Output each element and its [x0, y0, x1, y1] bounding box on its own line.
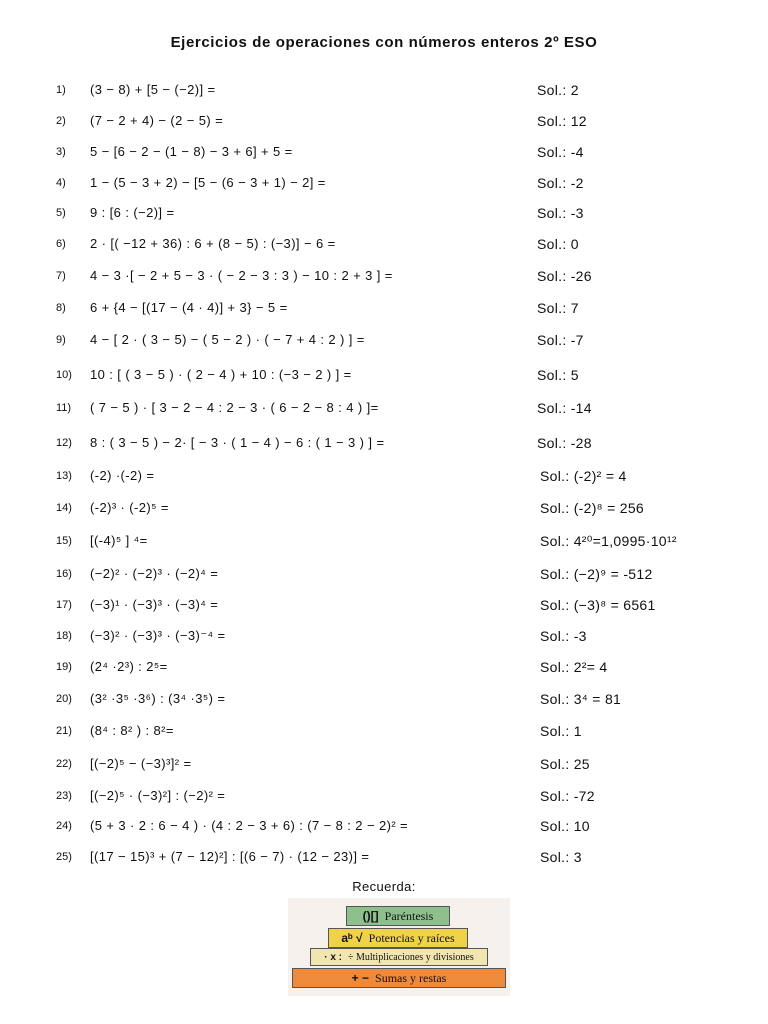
pyramid-tier-addition: [292, 968, 506, 988]
tier-label: Potencias y raíces: [368, 930, 455, 945]
exercise-row: [0, 563, 768, 585]
exercise-solution: Sol.: 12: [537, 113, 587, 129]
exercise-solution: Sol.: -3: [540, 628, 587, 644]
exercise-row: [0, 364, 768, 386]
exercise-expression: (7 − 2 + 4) − (2 − 5) =: [90, 113, 224, 128]
exercise-row: [0, 233, 768, 255]
exercise-number: 23): [56, 790, 72, 802]
exercise-row: [0, 815, 768, 837]
exercise-expression: (8⁴ : 8² ) : 8²=: [90, 723, 174, 738]
exercise-number: 16): [56, 568, 72, 580]
tier-label: ÷ Multiplicaciones y divisiones: [348, 951, 474, 963]
exercise-number: 15): [56, 535, 72, 547]
exercise-solution: Sol.: -26: [537, 268, 592, 284]
exercise-solution: Sol.: 0: [537, 236, 579, 252]
exercise-number: 9): [56, 334, 66, 346]
exercise-solution: Sol.: -72: [540, 788, 595, 804]
exercise-solution: Sol.: (-2)² = 4: [540, 468, 627, 484]
exercise-row: [0, 594, 768, 616]
exercise-expression: (3² ·3⁵ ·3⁶) : (3⁴ ·3⁵) =: [90, 691, 226, 706]
exercise-number: 10): [56, 369, 72, 381]
multiply-divide-icon: · x :: [324, 951, 342, 963]
exercise-expression: 10 : [ ( 3 − 5 ) · ( 2 − 4 ) + 10 : (−3 − 2 ) ] =: [90, 367, 352, 382]
exercise-expression: 5 − [6 − 2 − (1 − 8) − 3 + 6] + 5 =: [90, 144, 293, 159]
exercise-solution: Sol.: (−3)⁸ = 6561: [540, 597, 656, 613]
exercise-number: 5): [56, 207, 66, 219]
exercise-expression: 8 : ( 3 − 5 ) − 2· [ − 3 · ( 1 − 4 ) − 6 : ( 1 − 3 ) ] =: [90, 435, 385, 450]
exercise-number: 24): [56, 820, 72, 832]
exercise-number: 11): [56, 402, 72, 414]
exercise-row: [0, 297, 768, 319]
exercise-row: [0, 846, 768, 868]
exercise-expression: (3 − 8) + [5 − (−2)] =: [90, 82, 216, 97]
exercise-expression: [(−2)⁵ − (−3)³]² =: [90, 756, 192, 771]
exercise-row: [0, 688, 768, 710]
exercise-solution: Sol.: 4²⁰=1,0995·10¹²: [540, 533, 677, 549]
exercise-solution: Sol.: -7: [537, 332, 584, 348]
exercise-number: 19): [56, 661, 72, 673]
exercise-number: 17): [56, 599, 72, 611]
pyramid-tier-multiplication: [310, 948, 488, 966]
exercise-expression: (5 + 3 · 2 : 6 − 4 ) · (4 : 2 − 3 + 6) : (7 − 8 : 2 − 2)² =: [90, 818, 409, 833]
exercise-expression: [(-4)⁵ ] ⁴=: [90, 533, 148, 548]
exercise-expression: 6 + {4 − [(17 − (4 · 4)] + 3} − 5 =: [90, 300, 288, 315]
exercise-solution: Sol.: 3⁴ = 81: [540, 691, 622, 707]
exercise-row: [0, 656, 768, 678]
exercise-number: 3): [56, 146, 66, 158]
exercise-number: 14): [56, 502, 72, 514]
exercise-expression: [(−2)⁵ · (−3)²] : (−2)² =: [90, 788, 226, 803]
exercise-row: [0, 202, 768, 224]
exercise-row: [0, 110, 768, 132]
exercise-solution: Sol.: -4: [537, 144, 584, 160]
exercise-solution: Sol.: (-2)⁸ = 256: [540, 500, 644, 516]
exercise-solution: Sol.: 2: [537, 82, 579, 98]
page-title: Ejercicios de operaciones con números enteros 2º ESO: [170, 34, 598, 51]
plus-minus-icon: + −: [351, 971, 370, 985]
exercise-solution: Sol.: 25: [540, 756, 590, 772]
exercise-expression: 9 : [6 : (−2)] =: [90, 205, 175, 220]
tier-label: Paréntesis: [384, 908, 434, 923]
exercise-number: 22): [56, 758, 72, 770]
exercise-solution: Sol.: -2: [537, 175, 584, 191]
exercise-row: [0, 329, 768, 351]
exercise-number: 2): [56, 115, 66, 127]
exercise-number: 6): [56, 238, 66, 250]
exercise-solution: Sol.: 2²= 4: [540, 659, 608, 675]
exercise-number: 13): [56, 470, 72, 482]
exercise-expression: (−3)¹ · (−3)³ · (−3)⁴ =: [90, 597, 219, 612]
exercise-number: 25): [56, 851, 72, 863]
exercise-solution: Sol.: -3: [537, 205, 584, 221]
exercise-solution: Sol.: (−2)⁹ = -512: [540, 566, 653, 582]
exercise-number: 18): [56, 630, 72, 642]
exercise-row: [0, 79, 768, 101]
exercise-row: [0, 785, 768, 807]
parentheses-icon: ()[]: [362, 909, 379, 923]
exercise-solution: Sol.: 5: [537, 367, 579, 383]
exercise-row: [0, 753, 768, 775]
exercise-row: [0, 465, 768, 487]
exercise-row: [0, 720, 768, 742]
exercise-solution: Sol.: -28: [537, 435, 592, 451]
exercise-row: [0, 625, 768, 647]
exercise-expression: ( 7 − 5 ) · [ 3 − 2 − 4 : 2 − 3 · ( 6 − 2 − 8 : 4 ) ]=: [90, 400, 379, 415]
exercise-number: 1): [56, 84, 66, 96]
exercise-row: [0, 397, 768, 419]
exercise-expression: (2⁴ ·2³) : 2⁵=: [90, 659, 168, 674]
exercise-solution: Sol.: 10: [540, 818, 590, 834]
recuerda-label: Recuerda:: [352, 879, 416, 894]
exercise-expression: 4 − [ 2 · ( 3 − 5) − ( 5 − 2 ) · ( − 7 + 4 : 2 ) ] =: [90, 332, 365, 347]
exercise-row: [0, 265, 768, 287]
exercise-row: [0, 497, 768, 519]
exercise-number: 12): [56, 437, 72, 449]
exercise-solution: Sol.: 7: [537, 300, 579, 316]
exercise-expression: (-2) ·(-2) =: [90, 468, 155, 483]
pyramid-tier-powers: [328, 928, 468, 948]
exercise-number: 20): [56, 693, 72, 705]
exercise-solution: Sol.: 3: [540, 849, 582, 865]
exercise-solution: Sol.: 1: [540, 723, 582, 739]
operations-priority-pyramid: [288, 898, 510, 996]
exercise-solution: Sol.: -14: [537, 400, 592, 416]
power-root-icon: aᵇ √: [341, 931, 363, 945]
exercise-expression: 1 − (5 − 3 + 2) − [5 − (6 − 3 + 1) − 2] =: [90, 175, 326, 190]
tier-label: Sumas y restas: [375, 970, 447, 985]
exercise-number: 21): [56, 725, 72, 737]
pyramid-tier-parentheses: [346, 906, 450, 926]
exercise-number: 4): [56, 177, 66, 189]
exercise-expression: 4 − 3 ·[ − 2 + 5 − 3 · ( − 2 − 3 : 3 ) − 10 : 2 + 3 ] =: [90, 268, 393, 283]
exercise-expression: (-2)³ · (-2)⁵ =: [90, 500, 169, 515]
exercise-row: [0, 432, 768, 454]
exercise-expression: [(17 − 15)³ + (7 − 12)²] : [(6 − 7) · (12 − 23)] =: [90, 849, 370, 864]
exercise-expression: 2 · [( −12 + 36) : 6 + (8 − 5) : (−3)] − 6 =: [90, 236, 336, 251]
exercise-row: [0, 530, 768, 552]
exercise-row: [0, 172, 768, 194]
exercise-row: [0, 141, 768, 163]
exercise-expression: (−2)² · (−2)³ · (−2)⁴ =: [90, 566, 219, 581]
exercise-number: 8): [56, 302, 66, 314]
exercise-expression: (−3)² · (−3)³ · (−3)⁻⁴ =: [90, 628, 226, 643]
exercise-number: 7): [56, 270, 66, 282]
